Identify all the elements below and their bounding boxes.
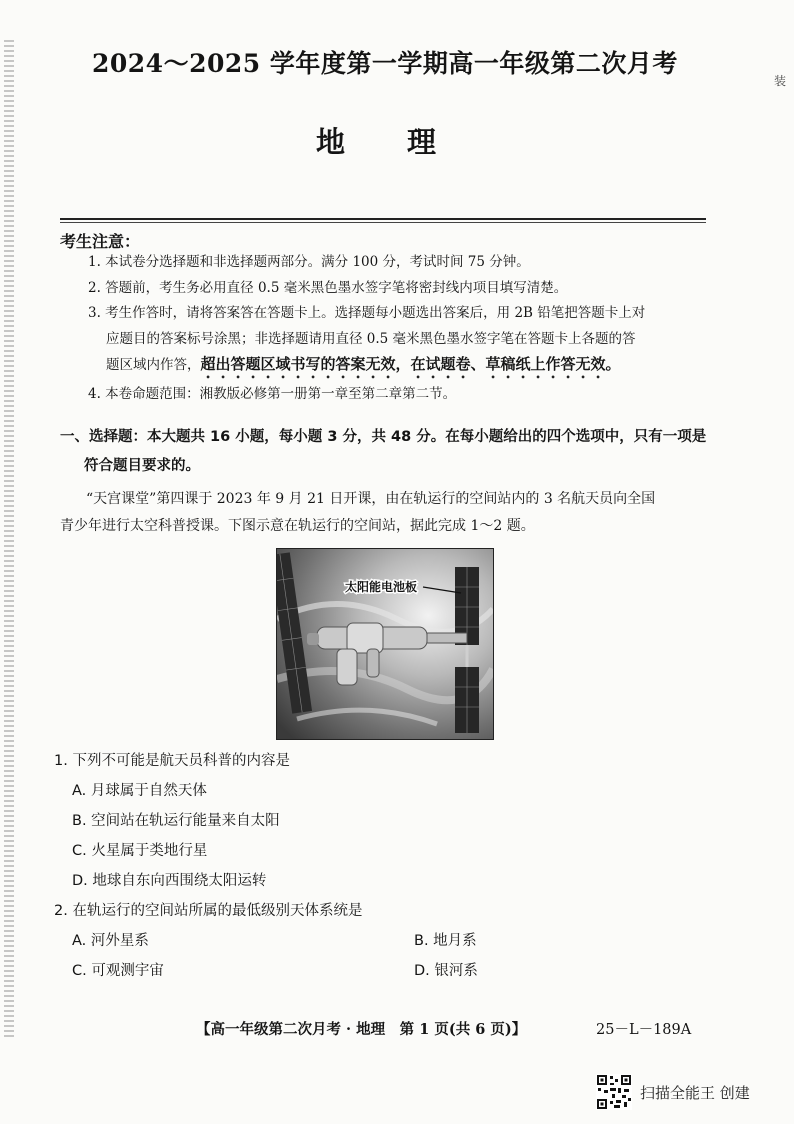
- answer-option-row: [54, 956, 734, 986]
- answer-option: A. 月球属于自然天体: [72, 783, 207, 799]
- answer-option: B. 地月系: [414, 933, 477, 949]
- answer-option: D. 地球自东向西围绕太阳运转: [72, 873, 267, 889]
- notice-emphasis: 超出答题区域书写的答案无效，在试题卷、草稿纸上作答无效。: [200, 355, 621, 373]
- answer-option: C. 火星属于类地行星: [72, 843, 208, 859]
- right-solar-panel-bottom: [455, 667, 479, 733]
- solar-panel-label: 太阳能电池板: [345, 580, 418, 594]
- answer-option-row: [54, 926, 734, 956]
- answer-option: D. 银河系: [414, 963, 478, 979]
- notice-item-continued: [88, 352, 728, 382]
- notice-item: 4. 本卷命题范围：湘教版必修第一册第一章至第二章第二节。: [88, 386, 457, 402]
- header-rule: [60, 218, 706, 220]
- space-station-illustration: [277, 549, 493, 739]
- answer-option: A. 河外星系: [72, 933, 149, 949]
- section-heading-line: 一、选择题：本大题共 16 小题，每小题 3 分，共 48 分。在每小题给出的四个选项中，只有一项是: [60, 429, 707, 445]
- notice-item-continued: 应题目的答案标号涂黑；非选择题请用直径 0.5 毫米黑色墨水签字笔在答题卡上各题的答: [106, 330, 636, 347]
- exam-code: 25－L－189A: [596, 1022, 692, 1038]
- question-list: [54, 746, 734, 986]
- qr-code-icon: [596, 1074, 632, 1110]
- subject-title: 地理: [316, 125, 499, 159]
- question-stem: 2. 在轨运行的空间站所属的最低级别天体系统是: [54, 903, 363, 919]
- notice-item: 3. 考生作答时，请将答案答在答题卡上。选择题每小题选出答案后，用 2B 铅笔把答题卡上对: [88, 305, 646, 321]
- notice-item: 1. 本试卷分选择题和非选择题两部分。满分 100 分，考试时间 75 分钟。: [88, 254, 530, 270]
- section-heading: [60, 423, 720, 481]
- question-intro: [60, 486, 730, 540]
- binding-edge-dots: [4, 40, 14, 1040]
- notice-item: 2. 答题前，考生务必用直径 0.5 毫米黑色墨水签字笔将密封线内项目填写清楚。: [88, 279, 568, 296]
- intro-line: “天宫课堂”第四课于 2023 年 9 月 21 日开课，由在轨运行的空间站内的 3 名航天员向全国: [86, 491, 656, 507]
- notice-title: 考生注意：: [60, 232, 141, 251]
- answer-option: C. 可观测宇宙: [72, 963, 164, 979]
- intro-line: 青少年进行太空科普授课。下图示意在轨运行的空间站，据此完成 1～2 题。: [60, 518, 535, 534]
- exam-title: 2024～2025 学年度第一学期高一年级第二次月考: [92, 49, 678, 78]
- space-station-photo: [276, 548, 494, 740]
- notice-list: [88, 250, 728, 408]
- binding-edge-mark: 装: [773, 74, 786, 88]
- scanner-watermark: 扫描全能王 创建: [640, 1084, 750, 1102]
- answer-option: B. 空间站在轨运行能量来自太阳: [72, 813, 280, 829]
- section-heading-line: 符合题目要求的。: [84, 458, 200, 474]
- notice-item-text: 题区域内作答，: [106, 357, 201, 373]
- header-rule-thin: [60, 222, 706, 223]
- question-stem: 1. 下列不可能是航天员科普的内容是: [54, 753, 290, 769]
- page-footer-label: 【高一年级第二次月考 · 地理 第 1 页(共 6 页)】: [196, 1021, 527, 1038]
